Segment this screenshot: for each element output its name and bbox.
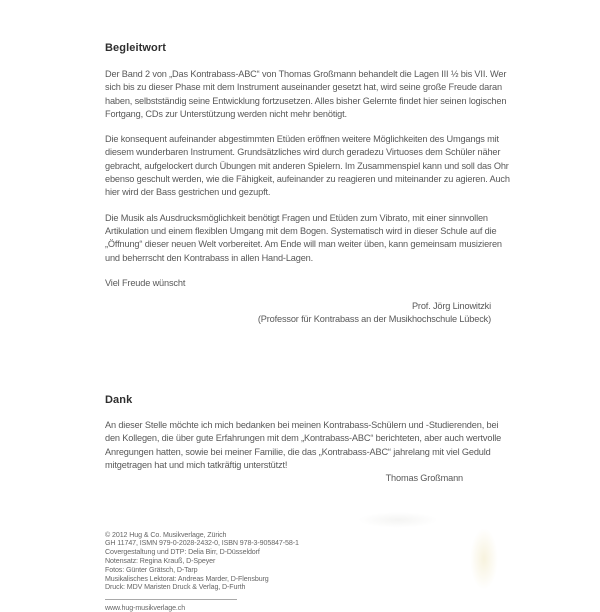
thanks-paragraph: An dieser Stelle möchte ich mich bedanken bei meinen Kontrabass-Schülern und -Studierenden, bei den Kollegen, die über gute Erfahrungen mit dem „Kontrabass-ABC“ berichteten, aber auch wertvolle Anregungen hatten, sowie bei meiner Familie, die das „Kontrabass-ABC“ jahrelang mit viel Geduld mitgetragen hat und mich tatkräftig unterstützt! <box>105 420 502 471</box>
foreword-signature-name: Prof. Jörg Linowitzki <box>411 301 491 312</box>
foreword-paragraph-2: Die konsequent aufeinander abgestimmten Etüden eröffnen weitere Möglichkeiten des Umgangs mit diesem wunderbaren Instrument. Grundsätzliches wird durch geradezu Virtuoses dem Schüler näher gebracht, aufgelockert durch Übungen mit anderen Spielern. Im Zusammenspiel kann und soll das Ohr ebenso geschult werden, wie die Fähigkeit, aufeinander zu reagieren und miteinander zu agieren. Auch hier wird der Bass gestrichen und gezupft. <box>105 134 510 198</box>
imprint-block <box>105 531 515 593</box>
imprint-editing-line: Musikalisches Lektorat: Andreas Marder, D-Flensburg <box>105 574 269 583</box>
publisher-website-url: www.hug-musikverlage.ch <box>105 604 186 612</box>
imprint-copyright-line: © 2012 Hug & Co. Musikverlage, Zürich <box>105 530 227 539</box>
foreword-paragraph-1: Der Band 2 von „Das Kontrabass-ABC“ von Thomas Großmann behandelt die Lagen III ½ bis VII. Wer sich bis zu dieser Phase mit dem Instrument auseinander gesetzt hat, wird seine große Freude daran haben, selbstständig seine Entwicklung fortzusetzen. Alles bisher Gelernte findet hier seinen logischen Fortgang, CDs zur Unterstützung werden nicht mehr benötigt. <box>105 69 507 119</box>
foreword-signature-title: (Professor für Kontrabass an der Musikhochschule Lübeck) <box>257 314 491 325</box>
imprint-printing-line: Druck: MDV Maristen Druck & Verlag, D-Furth <box>105 583 246 592</box>
imprint-photos-line: Fotos: Günter Grätsch, D-Tarp <box>105 565 198 574</box>
footer-divider-rule <box>105 599 237 600</box>
foreword-closing-line: Viel Freude wünscht <box>105 277 186 288</box>
foreword-signature-block <box>105 300 515 326</box>
foreword-paragraph-3: Die Musik als Ausdrucksmöglichkeit benötigt Fragen und Etüden zum Vibrato, mit einer sinnvollen Artikulation und einem flexiblen Umgang mit dem Bogen. Systematisch wird in dieser Schule auf die „Öffnung“ dieser neuen Welt vorbereitet. Am Ende will man weiter üben, kann gemeinsam musizieren und beherrscht den Kontrabass in allen Hand-Lagen. <box>105 212 502 263</box>
imprint-cover-design-line: Covergestaltung und DTP: Delia Birr, D-Düsseldorf <box>105 548 260 557</box>
thanks-title: Dank <box>105 394 133 407</box>
thanks-signature-name: Thomas Großmann <box>385 473 463 484</box>
page-content <box>105 42 515 612</box>
imprint-engraving-line: Notensatz: Regina Krauß, D-Speyer <box>105 557 216 566</box>
foreword-title: Begleitwort <box>105 42 166 54</box>
imprint-isbn-line: GH 11747, ISMN 979-0-2028-2432-0, ISBN 978-3-905847-58-1 <box>105 539 299 548</box>
